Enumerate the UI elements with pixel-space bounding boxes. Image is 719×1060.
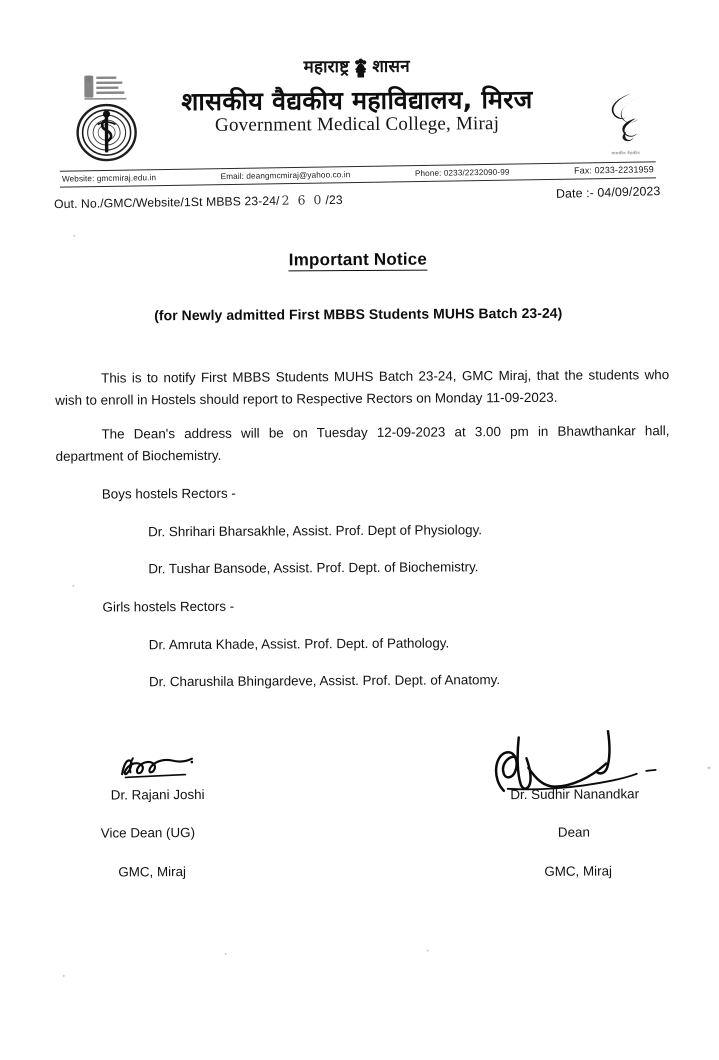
outward-number <box>54 192 343 211</box>
outward-number-handwritten: 2 6 0 <box>281 192 324 208</box>
contact-phone: Phone: 0233/2232090-99 <box>414 167 510 178</box>
contact-website: Website: gmcmiraj.edu.in <box>61 172 157 184</box>
college-name-marathi: शासकीय वैद्यकीय महाविद्यालय, मिरज <box>181 84 533 117</box>
contact-bar <box>60 161 656 187</box>
scan-speck <box>63 975 65 977</box>
boys-rectors-group <box>56 480 671 581</box>
signature-organisation: GMC, Miraj <box>544 863 613 879</box>
girls-rectors-group <box>56 593 671 694</box>
logo-caption: शासकीय वैद्यकीय <box>611 150 641 156</box>
signature-block-vice-dean <box>39 742 280 879</box>
boys-rector-item: Dr. Tushar Bansode, Assist. Prof. Dept. of Biochemistry. <box>148 559 479 577</box>
scan-speck <box>72 585 74 587</box>
girls-rector-item: Dr. Charushila Bhingardeve, Assist. Prof. Dept. of Anatomy. <box>148 672 501 690</box>
signature-name: Dr. Rajani Joshi <box>110 786 205 803</box>
boys-rectors-heading: Boys hostels Rectors - <box>101 485 236 502</box>
contact-email: Email: deangmcmiraj@yahoo.co.in <box>220 169 351 181</box>
signature-name: Dr. Sudhir Nanandkar <box>510 786 640 803</box>
scan-speck <box>427 950 429 952</box>
government-line-left: महाराष्ट्र <box>303 57 350 78</box>
reference-line <box>53 184 666 212</box>
body-paragraph-2: The Dean's address will be on Tuesday 12-09-2023 at 3.00 pm in Bhawthankar hall, department of Biochemistry. <box>55 423 670 464</box>
outward-number-prefix: Out. No./GMC/Website/1St MBBS 23-24/ <box>53 193 280 212</box>
letterhead <box>0 56 717 156</box>
contact-fax: Fax: 0233-2231959 <box>573 164 654 176</box>
girls-rectors-heading: Girls hostels Rectors - <box>102 598 235 615</box>
scan-speck <box>73 235 75 237</box>
signature-role: Dean <box>557 824 590 840</box>
college-name-block <box>0 85 717 138</box>
handwritten-signature-icon <box>449 740 699 786</box>
signature-organisation: GMC, Miraj <box>118 864 187 880</box>
page-title <box>0 248 717 272</box>
government-line <box>0 56 716 79</box>
page-title-text: Important Notice <box>288 249 428 270</box>
page-subtitle: (for Newly admitted First MBBS Students MUHS Batch 23-24) <box>154 304 563 324</box>
college-name-english: Government Medical College, Miraj <box>214 113 500 136</box>
boys-rector-item: Dr. Shrihari Bharsakhle, Assist. Prof. Dept of Physiology. <box>148 521 483 539</box>
handwritten-signature-icon <box>39 742 279 785</box>
government-line-right: शासन <box>372 56 410 78</box>
scan-speck <box>225 953 227 955</box>
body-paragraph-1: This is to notify First MBBS Students MUHS Batch 23-24, GMC Miraj, that the students who wish to enroll in Hostels should report to Respective Rectors on Monday 11-09-2023. <box>55 367 670 408</box>
ashoka-emblem-icon <box>352 58 369 79</box>
girls-rector-item: Dr. Amruta Khade, Assist. Prof. Dept. of Pathology. <box>148 635 450 652</box>
notice-body <box>55 364 671 694</box>
signature-role: Vice Dean (UG) <box>100 825 196 841</box>
document-date: Date :- 04/09/2023 <box>555 184 661 201</box>
scan-speck <box>708 767 711 769</box>
signature-block-dean <box>449 740 700 880</box>
outward-number-suffix: /23 <box>325 192 343 208</box>
